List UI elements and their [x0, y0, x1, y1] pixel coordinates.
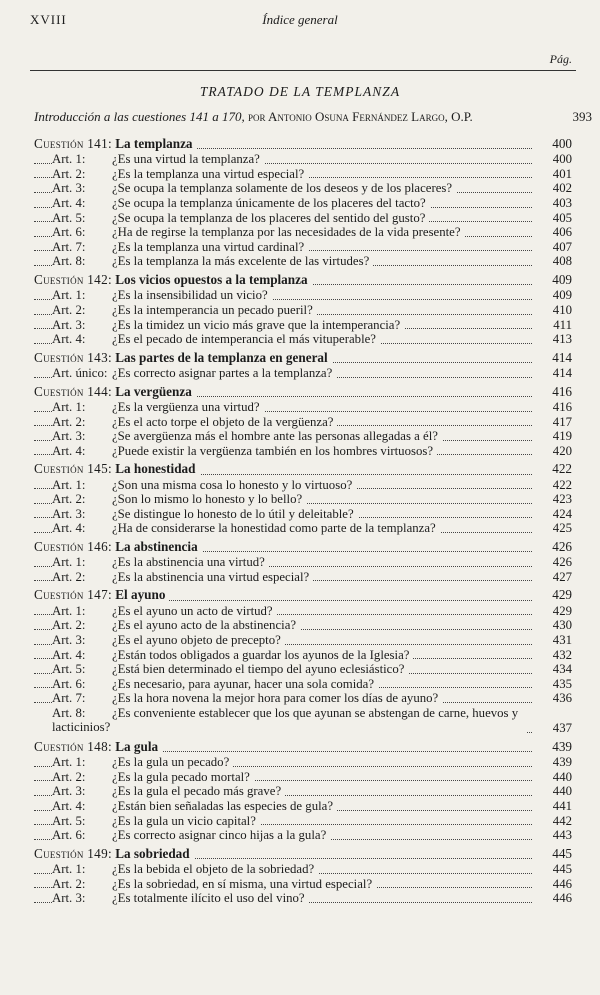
article-question: ¿Se distingue lo honesto de lo útil y deleitable? — [112, 506, 354, 521]
article-label: Art. 4: — [52, 647, 86, 662]
article-entry — [52, 415, 337, 429]
article-label: Art. 3: — [52, 784, 86, 799]
page-number: 435 — [549, 677, 572, 692]
article-question: ¿Puede existir la vergüenza también en los hombres virtuosos? — [112, 443, 434, 458]
article-row — [34, 604, 572, 619]
page-number: 442 — [549, 814, 572, 829]
article-label: Art. 7: — [52, 239, 86, 254]
question-row — [34, 586, 572, 603]
article-question: ¿Es la insensibilidad un vicio? — [112, 288, 268, 303]
article-row — [34, 555, 572, 570]
article-question: ¿Es la gula pecado mortal? — [112, 769, 250, 784]
page-number: 446 — [549, 877, 572, 892]
page-number: 400 — [548, 135, 572, 152]
question-title: El ayuno — [115, 587, 166, 603]
article-row — [34, 648, 572, 663]
article-entry — [52, 225, 465, 239]
page-number: 439 — [549, 755, 572, 770]
article-row — [34, 429, 572, 444]
question-heading — [34, 461, 200, 476]
table-of-contents — [34, 133, 572, 906]
article-row — [34, 444, 572, 459]
article-row — [34, 677, 572, 692]
article-question: ¿Están todos obligados a guardar los ayunos de la Iglesia? — [112, 647, 410, 662]
article-label: Art. 3: — [52, 317, 86, 332]
article-entry — [52, 167, 308, 181]
article-label: Art. 3: — [52, 429, 86, 444]
article-question: ¿Ha de regirse la templanza por las necesidades de la vida presente? — [112, 225, 461, 240]
article-row — [34, 167, 572, 182]
article-row — [34, 784, 572, 799]
article-entry — [52, 570, 313, 584]
article-question: ¿Se avergüenza más el hombre ante las personas allegadas a él? — [112, 429, 438, 444]
page-number: 436 — [549, 691, 572, 706]
page-number: 409 — [548, 271, 572, 288]
question-label: Cuestión 141: — [34, 136, 112, 151]
page-number: 432 — [549, 648, 572, 663]
article-entry — [52, 604, 277, 618]
question-row — [34, 738, 572, 755]
page-number: 408 — [549, 254, 572, 269]
article-entry — [52, 691, 442, 705]
article-label: Art. 2: — [52, 492, 86, 507]
article-entry — [52, 400, 264, 414]
article-entry — [52, 478, 356, 492]
page-number: 422 — [548, 460, 572, 477]
page-number: 409 — [549, 288, 572, 303]
introduction-page: 393 — [572, 109, 592, 124]
page-number: 410 — [549, 303, 572, 318]
page-number: 401 — [549, 167, 572, 182]
article-label: Art. 6: — [52, 676, 86, 691]
article-label: Art. 1: — [52, 755, 86, 770]
article-entry — [52, 492, 306, 506]
article-row — [34, 492, 572, 507]
question-label: Cuestión 144: — [34, 383, 112, 399]
article-row — [34, 415, 572, 430]
page-number: 424 — [549, 507, 572, 522]
header-rule — [30, 70, 576, 71]
question-title: Las partes de la templanza en general — [115, 349, 328, 365]
article-entry — [52, 862, 318, 876]
article-row — [34, 618, 572, 633]
article-question: ¿Es el ayuno objeto de precepto? — [112, 632, 281, 647]
page-number: 400 — [549, 152, 572, 167]
question-row — [34, 845, 572, 862]
question-heading — [34, 350, 332, 365]
article-entry — [52, 633, 285, 647]
article-entry — [52, 429, 442, 443]
article-label: Art. 6: — [52, 828, 86, 843]
page-column-label: Pág. — [549, 52, 572, 66]
page-number: 427 — [549, 570, 572, 585]
article-row — [34, 211, 572, 226]
article-label: Art. 6: — [52, 225, 86, 240]
question-label: Cuestión 145: — [34, 461, 112, 477]
article-entry — [52, 318, 404, 332]
article-row — [34, 828, 572, 843]
article-label: Art. 3: — [52, 506, 86, 521]
article-question: ¿Es la intemperancia un pecado pueril? — [112, 302, 313, 317]
article-question: ¿Es el ayuno acto de la abstinencia? — [112, 618, 297, 633]
article-question: ¿Está bien determinado el tiempo del ayuno eclesiástico? — [112, 662, 405, 677]
page-number: 416 — [549, 400, 572, 415]
article-row — [34, 799, 572, 814]
page-number: 416 — [548, 383, 572, 400]
article-question: ¿Es la gula un vicio capital? — [112, 813, 256, 828]
question-label: Cuestión 143: — [34, 349, 112, 365]
article-label: Art. 3: — [52, 181, 86, 196]
article-label: Art. 4: — [52, 798, 86, 813]
article-label: Art. 1: — [52, 152, 86, 167]
page-number: 429 — [549, 604, 572, 619]
page-number: 434 — [549, 662, 572, 677]
article-row — [34, 181, 572, 196]
page-number: 441 — [549, 799, 572, 814]
article-label: Art. 5: — [52, 813, 86, 828]
article-entry — [52, 444, 437, 458]
article-label: Art. 2: — [52, 166, 86, 181]
page-number: 406 — [549, 225, 572, 240]
page-number: 445 — [548, 845, 572, 862]
article-entry — [52, 555, 269, 569]
question-label: Cuestión 146: — [34, 538, 112, 554]
article-question: ¿Son una misma cosa lo honesto y lo virtuoso? — [112, 477, 353, 492]
page-number: 439 — [548, 738, 572, 755]
article-row — [34, 633, 572, 648]
article-row — [34, 254, 572, 269]
article-entry — [52, 799, 337, 813]
page-number: 403 — [549, 196, 572, 211]
article-label: Art. 1: — [52, 477, 86, 492]
article-entry — [52, 891, 309, 905]
article-label: Art. 1: — [52, 862, 86, 877]
article-question: ¿Es correcto asignar cinco hijas a la gula? — [112, 828, 327, 843]
article-row — [34, 814, 572, 829]
article-row — [34, 400, 572, 415]
question-heading — [34, 739, 162, 754]
article-row — [34, 152, 572, 167]
article-question: ¿Es correcto asignar partes a la templanza? — [112, 366, 333, 381]
question-heading — [34, 539, 202, 554]
article-question: ¿Es el acto torpe el objeto de la vergüenza? — [112, 414, 334, 429]
introduction-entry — [34, 109, 592, 125]
article-entry — [52, 706, 526, 735]
page-number: 419 — [549, 429, 572, 444]
article-label: Art. 4: — [52, 521, 86, 536]
page-number: 425 — [549, 521, 572, 536]
article-entry — [52, 828, 330, 842]
article-entry — [52, 662, 408, 676]
article-entry — [52, 507, 358, 521]
page-number: 431 — [549, 633, 572, 648]
article-row — [34, 288, 572, 303]
article-entry — [52, 211, 429, 225]
article-question: ¿Es la abstinencia una virtud? — [112, 555, 265, 570]
article-row — [34, 691, 572, 706]
article-row — [34, 478, 572, 493]
article-question: ¿Es la templanza la más excelente de las virtudes? — [112, 254, 370, 269]
page-number: 407 — [549, 240, 572, 255]
article-row — [34, 877, 572, 892]
article-label: Art. 2: — [52, 876, 86, 891]
question-label: Cuestión 142: — [34, 272, 112, 288]
article-entry — [52, 814, 260, 828]
article-question: ¿Es la templanza una virtud cardinal? — [112, 239, 305, 254]
article-label: Art. 8: — [52, 254, 86, 269]
question-label: Cuestión 149: — [34, 845, 112, 861]
article-question: ¿Es la gula un pecado? — [112, 755, 230, 770]
page-number: 440 — [549, 784, 572, 799]
article-label: Art. 2: — [52, 769, 86, 784]
article-entry — [52, 770, 254, 784]
article-question: ¿Es la bebida el objeto de la sobriedad? — [112, 862, 315, 877]
question-heading — [34, 846, 194, 861]
question-title: La sobriedad — [115, 845, 190, 861]
page-number: 420 — [549, 444, 572, 459]
question-title: La abstinencia — [115, 538, 198, 554]
page-number: 417 — [549, 415, 572, 430]
article-label: Art. 4: — [52, 443, 86, 458]
page-number: 426 — [549, 555, 572, 570]
article-question: ¿Se ocupa la templanza solamente de los deseos y de los placeres? — [112, 181, 453, 196]
question-row — [34, 135, 572, 152]
article-row — [34, 521, 572, 536]
page-number: 430 — [549, 618, 572, 633]
article-question: ¿Es el pecado de intemperancia el más vituperable? — [112, 332, 376, 347]
question-row — [34, 349, 572, 366]
question-title: La honestidad — [115, 461, 196, 477]
article-entry — [52, 303, 317, 317]
article-question: ¿Es la hora novena la mejor hora para comer los días de ayuno? — [112, 691, 439, 706]
article-label: Art. 1: — [52, 399, 86, 414]
article-question: ¿Es necesario, para ayunar, hacer una sola comida? — [112, 676, 375, 691]
article-row — [34, 770, 572, 785]
page-number: 422 — [549, 478, 572, 493]
article-question: ¿Se ocupa la templanza únicamente de los placeres del tacto? — [112, 196, 426, 211]
article-question: ¿Es la templanza una virtud especial? — [112, 166, 305, 181]
article-row — [34, 366, 572, 381]
article-entry — [52, 755, 233, 769]
question-title: La gula — [115, 738, 159, 754]
question-heading — [34, 384, 196, 399]
page-number: 423 — [549, 492, 572, 507]
article-row — [34, 507, 572, 522]
question-row — [34, 271, 572, 288]
page-number: 440 — [549, 770, 572, 785]
article-question: ¿Es conveniente establecer que los que ayunan se abstengan de carne, huevos y lacticinios? — [52, 705, 519, 735]
article-entry — [52, 366, 336, 380]
article-label: Art. 2: — [52, 618, 86, 633]
article-label: Art. 3: — [52, 891, 86, 906]
article-label: Art. 4: — [52, 332, 86, 347]
article-row — [34, 332, 572, 347]
running-head — [30, 12, 570, 30]
page-number: 411 — [549, 318, 572, 333]
article-entry — [52, 677, 378, 691]
article-question: ¿Ha de considerarse la honestidad como parte de la templanza? — [112, 521, 436, 536]
article-label: Art. 5: — [52, 210, 86, 225]
article-question: ¿Es totalmente ilícito el uso del vino? — [112, 891, 305, 906]
page-number: 446 — [549, 891, 572, 906]
article-entry — [52, 181, 456, 195]
page-number: 414 — [549, 366, 572, 381]
article-question: ¿Son lo mismo lo honesto y lo bello? — [112, 492, 303, 507]
article-question: ¿Es la timidez un vicio más grave que la intemperancia? — [112, 317, 401, 332]
article-entry — [52, 877, 376, 891]
article-label: Art. 8: — [52, 705, 86, 720]
page-folio: XVIII — [30, 12, 67, 27]
article-row — [34, 303, 572, 318]
article-row — [34, 196, 572, 211]
article-entry — [52, 288, 272, 302]
page-number: 413 — [549, 332, 572, 347]
article-label: Art. 2: — [52, 414, 86, 429]
article-row — [34, 318, 572, 333]
article-label: Art. único: — [52, 366, 108, 381]
article-question: ¿Es una virtud la templanza? — [112, 152, 260, 167]
introduction-author: por Antonio Osuna Fernández Largo, O.P. — [248, 109, 473, 124]
article-entry — [52, 240, 308, 254]
article-row — [34, 662, 572, 677]
article-row — [34, 755, 572, 770]
article-label: Art. 1: — [52, 603, 86, 618]
article-question: ¿Es el ayuno un acto de virtud? — [112, 603, 273, 618]
page-number: 437 — [549, 721, 572, 736]
page-number: 402 — [549, 181, 572, 196]
article-label: Art. 5: — [52, 662, 86, 677]
article-label: Art. 2: — [52, 302, 86, 317]
article-question: ¿Es la gula el pecado más grave? — [112, 784, 282, 799]
page-number: 405 — [549, 211, 572, 226]
article-row — [34, 225, 572, 240]
article-label: Art. 3: — [52, 632, 86, 647]
question-label: Cuestión 148: — [34, 738, 112, 754]
article-entry — [52, 521, 440, 535]
question-row — [34, 383, 572, 400]
article-row — [34, 240, 572, 255]
question-title: Los vicios opuestos a la templanza — [115, 272, 308, 288]
article-entry — [52, 152, 264, 166]
article-question: ¿Es la abstinencia una virtud especial? — [112, 569, 310, 584]
question-title: La vergüenza — [115, 383, 192, 399]
treatise-title: TRATADO DE LA TEMPLANZA — [199, 84, 401, 99]
article-question: ¿Es la vergüenza una virtud? — [112, 399, 260, 414]
question-row — [34, 460, 572, 477]
article-label: Art. 4: — [52, 196, 86, 211]
article-label: Art. 7: — [52, 691, 86, 706]
question-heading — [34, 587, 169, 602]
article-entry — [52, 648, 413, 662]
article-label: Art. 1: — [52, 288, 86, 303]
article-row — [34, 862, 572, 877]
article-entry — [52, 254, 373, 268]
running-title: Índice general — [262, 12, 338, 27]
page-number: 426 — [548, 538, 572, 555]
page-number: 414 — [548, 349, 572, 366]
article-question: ¿Es la sobriedad, en sí misma, una virtud especial? — [112, 876, 373, 891]
article-entry — [52, 196, 430, 210]
question-label: Cuestión 147: — [34, 587, 112, 603]
page-number: 445 — [549, 862, 572, 877]
question-title: La templanza — [115, 136, 193, 151]
article-question: ¿Se ocupa la templanza de los placeres del sentido del gusto? — [112, 210, 426, 225]
question-heading — [34, 136, 197, 151]
article-row — [34, 706, 572, 736]
question-heading — [34, 272, 312, 287]
introduction-text: Introducción a las cuestiones 141 a 170, — [34, 109, 245, 124]
article-entry — [52, 618, 300, 632]
article-row — [34, 891, 572, 906]
article-entry — [52, 332, 380, 346]
article-entry — [52, 784, 285, 798]
page-number: 429 — [548, 586, 572, 603]
question-row — [34, 538, 572, 555]
article-label: Art. 2: — [52, 569, 86, 584]
page-number: 443 — [549, 828, 572, 843]
article-label: Art. 1: — [52, 555, 86, 570]
article-row — [34, 570, 572, 585]
article-question: ¿Están bien señaladas las especies de gula? — [112, 798, 334, 813]
